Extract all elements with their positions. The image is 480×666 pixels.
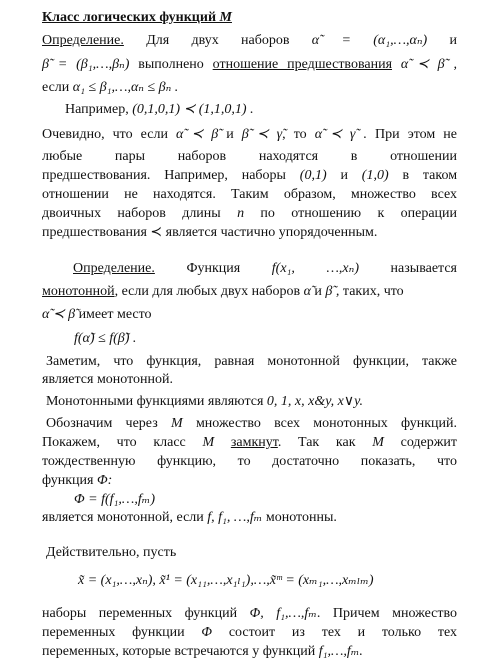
term: монотонной (42, 284, 115, 299)
phi-formula: Φ = f(f₁,…,fₘ) (74, 492, 155, 507)
last-line-1: наборы переменных функций Φ, f₁,…,fₘ. Причем множество (42, 606, 457, 621)
show-line-2: тождественную функцию, то достаточно показать, что (42, 454, 457, 469)
formula: α̃ ≺ β̃ , (400, 57, 457, 72)
indeed-line: Действительно, пусть (46, 545, 177, 560)
formula: f(x₁, …,xₙ) (271, 261, 359, 276)
definition-1-line-2: β̃ = (β₁,…,βₙ) выполнено отношение предшествования α̃ ≺ β̃ , (42, 57, 457, 72)
formula: (0,1,0,1) ≺ (1,1,0,1) . (132, 102, 254, 117)
paragraph-1-line-4: отношении не находятся. Таким образом, множество всех (42, 187, 457, 202)
formula: α̃ = (α₁,…,αₙ) (311, 33, 428, 48)
section-title: Класс логических функций M (42, 10, 232, 25)
definition-1-line-3: если α₁ ≤ β₁,…,αₙ ≤ βₙ . (42, 80, 179, 95)
paragraph-1-line-2: любые пары наборов находятся в отношении (42, 149, 457, 164)
note-line-2: является монотонной. (42, 372, 174, 387)
example-line: Например, (0,1,0,1) ≺ (1,1,0,1) . (65, 102, 254, 117)
formula: α₁ ≤ β₁,…,αₙ ≤ βₙ . (72, 80, 179, 95)
last-line-3: переменных, которые встречаются у функций f₁,…,fₘ. (42, 644, 363, 659)
definition-1-line-1: Определение. Для двух наборов α̃ = (α₁,…,αₙ) и (42, 33, 458, 48)
formula: β̃ = (β₁,…,βₙ) (42, 57, 130, 72)
definition-2-line-3: α̃ ≺ β̃ имеет место (42, 307, 152, 322)
last-line-2: переменных функции Φ состоит из тех и только тех (42, 625, 457, 640)
monotonic-formula: f(α̃) ≤ f(β̃) . (74, 331, 137, 346)
definition-2-line-1: Определение. Функция f(x₁, …,xₙ) называется (73, 261, 457, 276)
paragraph-1-line-3: предшествования. Например, наборы (0,1) и (1,0) в таком (42, 168, 458, 183)
term: отношение предшествования (212, 57, 393, 72)
monotone-examples-line: Монотонными функциями являются 0, 1, x, x&y, x∨y. (46, 394, 364, 409)
definition-label: Определение. (73, 261, 155, 276)
show-line-3: функция Φ: (42, 473, 113, 488)
paragraph-1-line-6: предшествования ≺ является частично упорядоченным. (42, 225, 378, 240)
term: замкнут (230, 435, 278, 450)
definition-label: Определение. (42, 33, 124, 48)
note-line-1: Заметим, что функция, равная монотонной функции, также (46, 354, 457, 369)
paragraph-1-line-5: двоичных наборов длины n по отношению к операции (42, 206, 458, 221)
monotonic-statement: является монотонной, если f, f₁, …,fₘ монотонны. (42, 510, 337, 525)
definition-2-line-2: монотонной, если для любых двух наборов α̃ и β̃ , таких, что (42, 284, 404, 299)
formula: α̃ ≺ β̃ (42, 307, 76, 322)
show-line-1: Покажем, что класс M замкнут. Так как M содержит (42, 435, 458, 450)
paragraph-1-line-1: Очевидно, что если α̃ ≺ β̃ и β̃ ≺ γ̃, то α̃ ≺ γ̃ . При этом не (42, 127, 458, 142)
denote-line: Обозначим через M множество всех монотонных функций. (46, 416, 458, 431)
vectors-formula: x̃ = (x₁,…,xₙ), x̃¹ = (x₁₁,…,x₁ₗ₁),…,x̃ᵐ = (xₘ₁,…,xₘₗₘ) (78, 573, 374, 588)
